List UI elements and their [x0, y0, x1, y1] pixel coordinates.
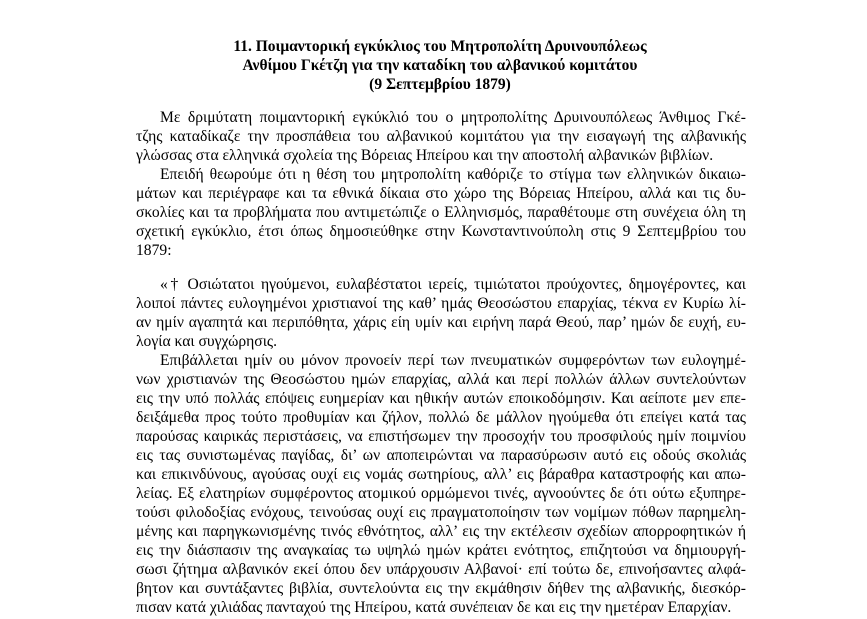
text-line: Με δριμύτατη ποιμαντορική εγκύκλιό του ο μητροπολίτης Δρυινουπόλεως Άνθιμος Γκέ- [160, 109, 746, 126]
text-line: νων χριστιανών της Θεοσώστου ημών επαρχίας, αλλά και περί πολλών άλλων συντελούντων [136, 371, 746, 388]
text-line: «† Οσιώτατοι ηγούμενοι, ευλαβέστατοι ιερείς, τιμιώτατοι προύχοντες, δημογέροντες, και [160, 276, 746, 293]
text-line: 1879: [136, 242, 172, 259]
text-line: δειξάμεθα προς τούτο προθυμίαν και ζήλον, πολλώ δε μάλλον ηγούμεθα ότι επείγει κατά τας [136, 409, 746, 426]
text-line: σωσι ζήτημα αλβανικόν εκεί όπου δεν υπάρχουσιν Αλβανοί· επί τούτω δε, επινοήσαντες αλφά- [136, 561, 746, 578]
text-line: γλώσσας στα ελληνικά σχολεία της Βόρειας Ηπείρου και την αποστολή αλβανικών βιβλίων. [136, 147, 714, 164]
text-line: παρούσας καιρικάς περιστάσεις, να επιστήσωμεν την προσοχήν του προσφιλούς ημίν ποιμνίου [136, 428, 746, 445]
text-line: βητον και συντάξαντες βιβλία, συντελούντα εις την εκμάθησιν δήθεν της αλβανικής, διεσκόρ- [136, 580, 746, 597]
text-line: σκολίες και τα προβλήματα που αντιμετώπιζε ο Ελληνισμός, παραθέτουμε στη συνέχεια όλη τη [136, 204, 746, 221]
text-line: λείας. Εξ ελατηρίων συμφέροντος ατομικού ορμώμενοι τινές, αγνοούντες δε ότι ούτω εξυπηρε- [136, 485, 746, 502]
text-line: Επιβάλλεται ημίν ου μόνον προνοείν περί των πνευματικών συμφερόντων των ευλογημέ- [160, 352, 746, 369]
text-line: εις την υπό πολλάς επόψεις ευημερίαν και ηθικήν αυτών εποικοδόμησιν. Και αείποτε μεν επε- [136, 390, 746, 407]
text-line: λογία και συγχώρησις. [136, 333, 277, 350]
text-line: Επειδή θεωρούμε ότι η θέση του μητροπολίτη καθόριζε το στίγμα των ελληνικών δικαιω- [160, 166, 746, 183]
text-line: και επικινδύνους, αγούσας ουχί εις νομάς σωτηρίους, αλλ’ εις βάραθρα καταστροφής και απω- [136, 466, 746, 483]
text-line: πισαν κατά χιλιάδας πανταχού της Ηπείρου, κατά συνέπειαν δε και εις την ημετέραν Επαρχίαν. [136, 599, 732, 616]
text-line: σχετική εγκύκλιο, έτσι όπως δημοσιεύθηκε στην Κωνσταντινούπολη στις 9 Σεπτεμβρίου του [136, 223, 746, 240]
heading-line-3: (9 Σεπτεμβρίου 1879) [369, 76, 511, 93]
text-line: μάτων και περιέγραφε και τα εθνικά δίκαια στο χώρο της Βόρειας Ηπείρου, αλλά και τις δυ- [136, 185, 746, 202]
text-line: λοιποί πάντες ευλογημένοι χριστιανοί της καθ’ ημάς Θεοσώστου επαρχίας, τέκνα εν Κυρίω λί- [136, 295, 746, 312]
heading-line-2: Ανθίμου Γκέτζη για την καταδίκη του αλβανικού κομιτάτου [242, 57, 638, 74]
heading-line-1: 11. Ποιμαντορική εγκύκλιος του Μητροπολίτη Δρυινουπόλεως [233, 38, 647, 55]
text-line: εις τας συνιστωμένας παγίδας, δι’ ων αποπειρώνται να παρασύρωσιν αυτό εις οδούς σκολιάς [136, 447, 746, 464]
text-line: εις την διάσπασιν της αναγκαίας τω υψηλώ ημών κράτει ενότητος, επιζητούσι να δημιουργή- [136, 542, 746, 559]
text-line: αν ημίν αγαπητά και περιπόθητα, χάρις είη υμίν και ειρήνη παρά Θεού, παρ’ ημών δε ευχή, ευ- [136, 314, 746, 331]
text-line: μένης και παρηγκωνισμένης τινός εθνότητος, αλλ’ εις την εκτέλεσιν σχεδίων απορροφητικών ή [136, 523, 746, 540]
text-line: τζης καταδίκαζε την προσπάθεια του αλβανικού κομιτάτου για την εισαγωγή της αλβανικής [136, 128, 746, 145]
text-line: τούσι φιλοδοξίας ενόχους, τεινούσας ουχί εις πραγματοποίησιν των νομίμων πόθων παρημελη- [136, 504, 746, 521]
